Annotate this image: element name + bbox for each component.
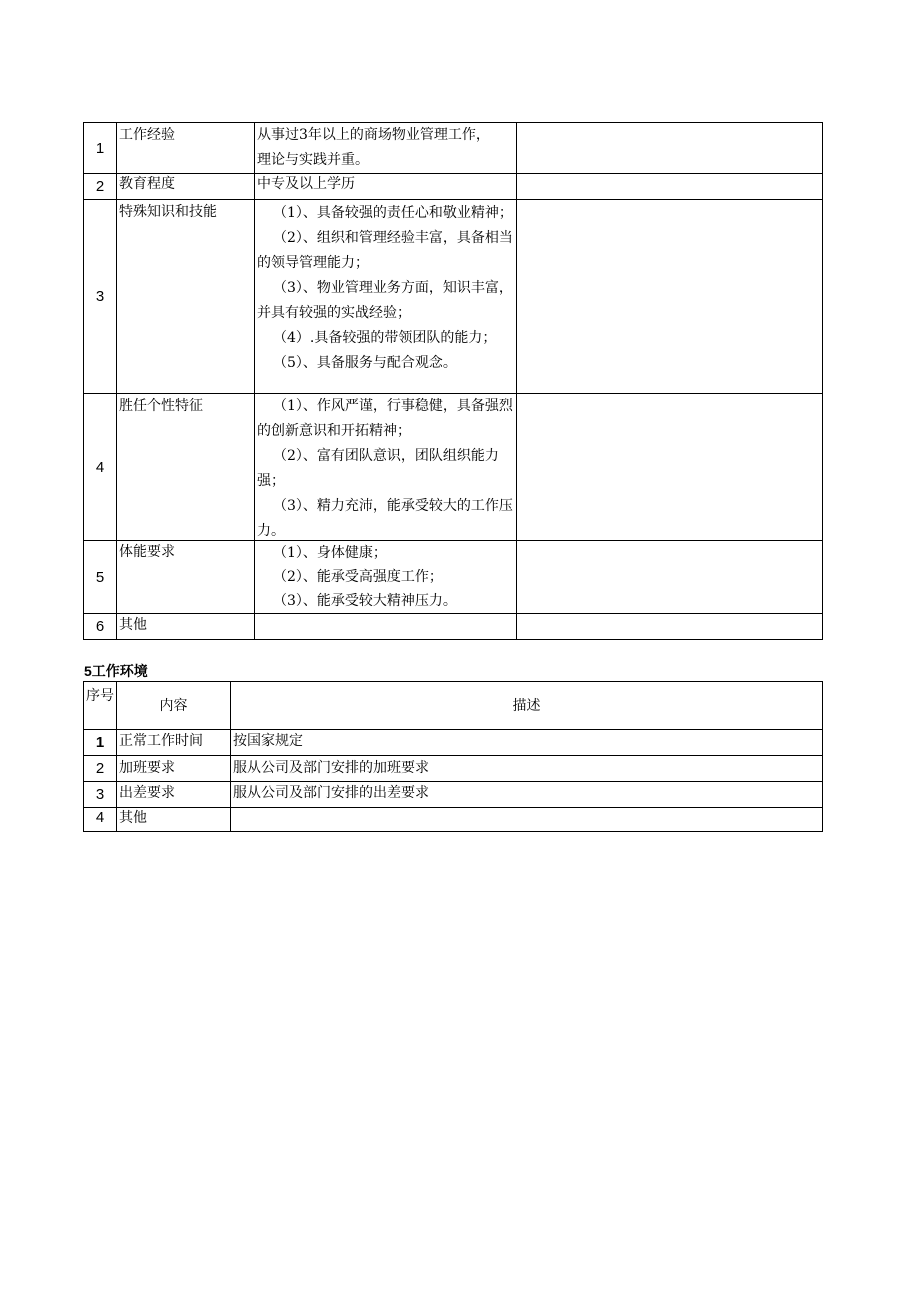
row-description: 服从公司及部门安排的出差要求 bbox=[231, 782, 823, 808]
row-number: 4 bbox=[84, 394, 117, 541]
header-content: 内容 bbox=[117, 682, 231, 730]
table-row bbox=[84, 808, 823, 832]
row-number: 6 bbox=[84, 614, 117, 640]
header-description: 描述 bbox=[231, 682, 823, 730]
description-line: （5）、具备服务与配合观念。 bbox=[273, 355, 457, 371]
row-description bbox=[255, 541, 517, 614]
table-row bbox=[84, 782, 823, 808]
row-extra bbox=[517, 541, 823, 614]
table-row bbox=[84, 756, 823, 782]
row-description bbox=[255, 200, 517, 394]
table-header-row bbox=[84, 682, 823, 730]
table-row bbox=[84, 614, 823, 640]
row-number: 1 bbox=[84, 730, 117, 756]
row-label: 其他 bbox=[117, 614, 255, 640]
section-title: 5工作环境 bbox=[84, 663, 148, 679]
row-extra bbox=[517, 614, 823, 640]
row-description: 按国家规定 bbox=[231, 730, 823, 756]
description-line: 从事过3年以上的商场物业管理工作， bbox=[257, 127, 490, 143]
row-label: 体能要求 bbox=[117, 541, 255, 614]
row-description bbox=[255, 174, 517, 200]
row-description bbox=[255, 123, 517, 174]
description-line: （3）、能承受较大精神压力。 bbox=[273, 593, 457, 609]
row-extra bbox=[517, 200, 823, 394]
row-content: 加班要求 bbox=[117, 756, 231, 782]
work-environment-table bbox=[83, 681, 823, 832]
description-line: （2）、能承受高强度工作； bbox=[273, 569, 443, 585]
table-row bbox=[84, 730, 823, 756]
description-line: （3）、精力充沛，能承受较大的工作压力。 bbox=[257, 498, 513, 539]
row-content: 其他 bbox=[117, 808, 231, 832]
row-description bbox=[255, 394, 517, 541]
row-label: 工作经验 bbox=[117, 123, 255, 174]
qualifications-table bbox=[83, 122, 823, 640]
row-number: 2 bbox=[84, 756, 117, 782]
description-line: 理论与实践并重。 bbox=[257, 152, 369, 168]
row-number: 3 bbox=[84, 782, 117, 808]
description-line: （2）、富有团队意识，团队组织能力强； bbox=[257, 448, 499, 489]
row-number: 1 bbox=[84, 123, 117, 174]
row-number: 5 bbox=[84, 541, 117, 614]
row-label: 特殊知识和技能 bbox=[117, 200, 255, 394]
table-row bbox=[84, 541, 823, 614]
row-content: 出差要求 bbox=[117, 782, 231, 808]
row-extra bbox=[517, 123, 823, 174]
table-row bbox=[84, 123, 823, 174]
row-number: 2 bbox=[84, 174, 117, 200]
row-label: 教育程度 bbox=[117, 174, 255, 200]
row-label: 胜任个性特征 bbox=[117, 394, 255, 541]
row-content: 正常工作时间 bbox=[117, 730, 231, 756]
row-description bbox=[231, 808, 823, 832]
table-row bbox=[84, 200, 823, 394]
row-description bbox=[255, 614, 517, 640]
description-line: （3）、物业管理业务方面，知识丰富，并具有较强的实战经验； bbox=[257, 280, 513, 321]
description-line: （1）、身体健康； bbox=[273, 545, 387, 561]
row-number: 4 bbox=[84, 808, 117, 832]
row-number: 3 bbox=[84, 200, 117, 394]
row-extra bbox=[517, 174, 823, 200]
description-line: （2）、组织和管理经验丰富，具备相当的领导管理能力； bbox=[257, 230, 513, 271]
header-number: 序号 bbox=[84, 682, 117, 730]
table-row bbox=[84, 174, 823, 200]
table-row bbox=[84, 394, 823, 541]
description-line: （4）.具备较强的带领团队的能力； bbox=[273, 330, 497, 346]
row-description: 服从公司及部门安排的加班要求 bbox=[231, 756, 823, 782]
description-line: （1）、作风严谨，行事稳健，具备强烈的创新意识和开拓精神； bbox=[257, 398, 513, 439]
description-line: 中专及以上学历 bbox=[257, 176, 355, 192]
row-extra bbox=[517, 394, 823, 541]
description-line: （1）、具备较强的责任心和敬业精神； bbox=[273, 205, 513, 221]
